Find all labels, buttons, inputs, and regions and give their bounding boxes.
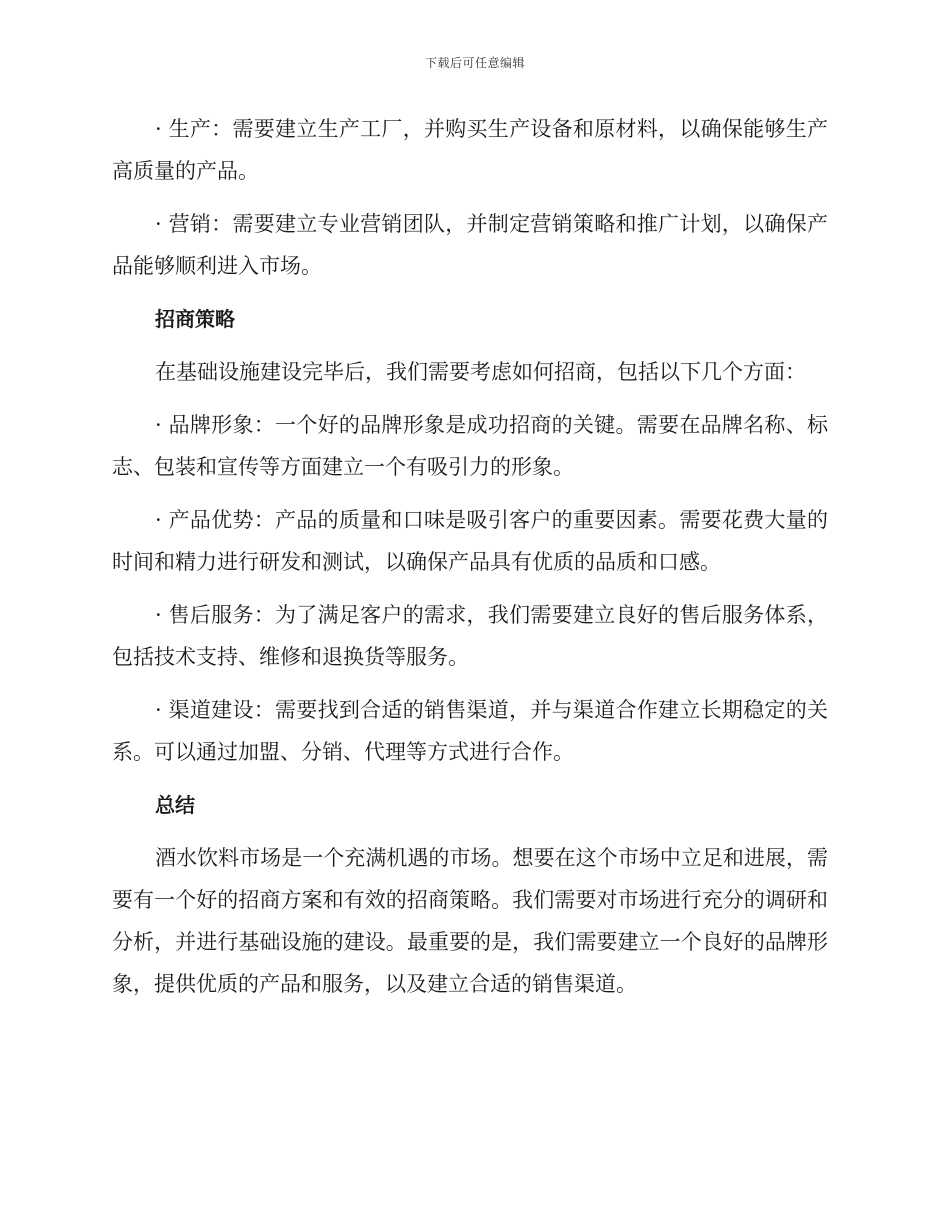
paragraph-production: · 生产：需要建立生产工厂，并购买生产设备和原材料，以确保能够生产高质量的产品。 — [112, 117, 828, 183]
section-heading-summary: 总结 — [155, 793, 195, 817]
header-note: 下载后可任意编辑 — [424, 56, 525, 70]
paragraph-recruit-intro: 在基础设施建设完毕后，我们需要考虑如何招商，包括以下几个方面： — [155, 360, 806, 384]
paragraph-marketing: · 营销：需要建立专业营销团队，并制定营销策略和推广计划，以确保产品能够顺利进入市场。 — [112, 212, 828, 278]
list-item-after-sales: · 售后服务：为了满足客户的需求，我们需要建立良好的售后服务体系，包括技术支持、维修和退换货等服务。 — [112, 603, 828, 669]
list-item-product-advantage: · 产品优势：产品的质量和口味是吸引客户的重要因素。需要花费大量的时间和精力进行研发和测试，以确保产品具有优质的品质和口感。 — [112, 508, 828, 574]
paragraph-summary: 酒水饮料市场是一个充满机遇的市场。想要在这个市场中立足和进展，需要有一个好的招商方案和有效的招商策略。我们需要对市场进行充分的调研和分析，并进行基础设施的建设。最重要的是，我们需要建立一个良好的品牌形象，提供优质的产品和服务，以及建立合适的销售渠道。 — [112, 846, 828, 996]
list-item-channel-building: · 渠道建设：需要找到合适的销售渠道，并与渠道合作建立长期稳定的关系。可以通过加盟、分销、代理等方式进行合作。 — [112, 698, 828, 764]
section-heading-recruit: 招商策略 — [155, 307, 235, 331]
list-item-brand-image: · 品牌形象：一个好的品牌形象是成功招商的关键。需要在品牌名称、标志、包装和宣传等方面建立一个有吸引力的形象。 — [112, 413, 828, 479]
document-body — [112, 108, 828, 1016]
